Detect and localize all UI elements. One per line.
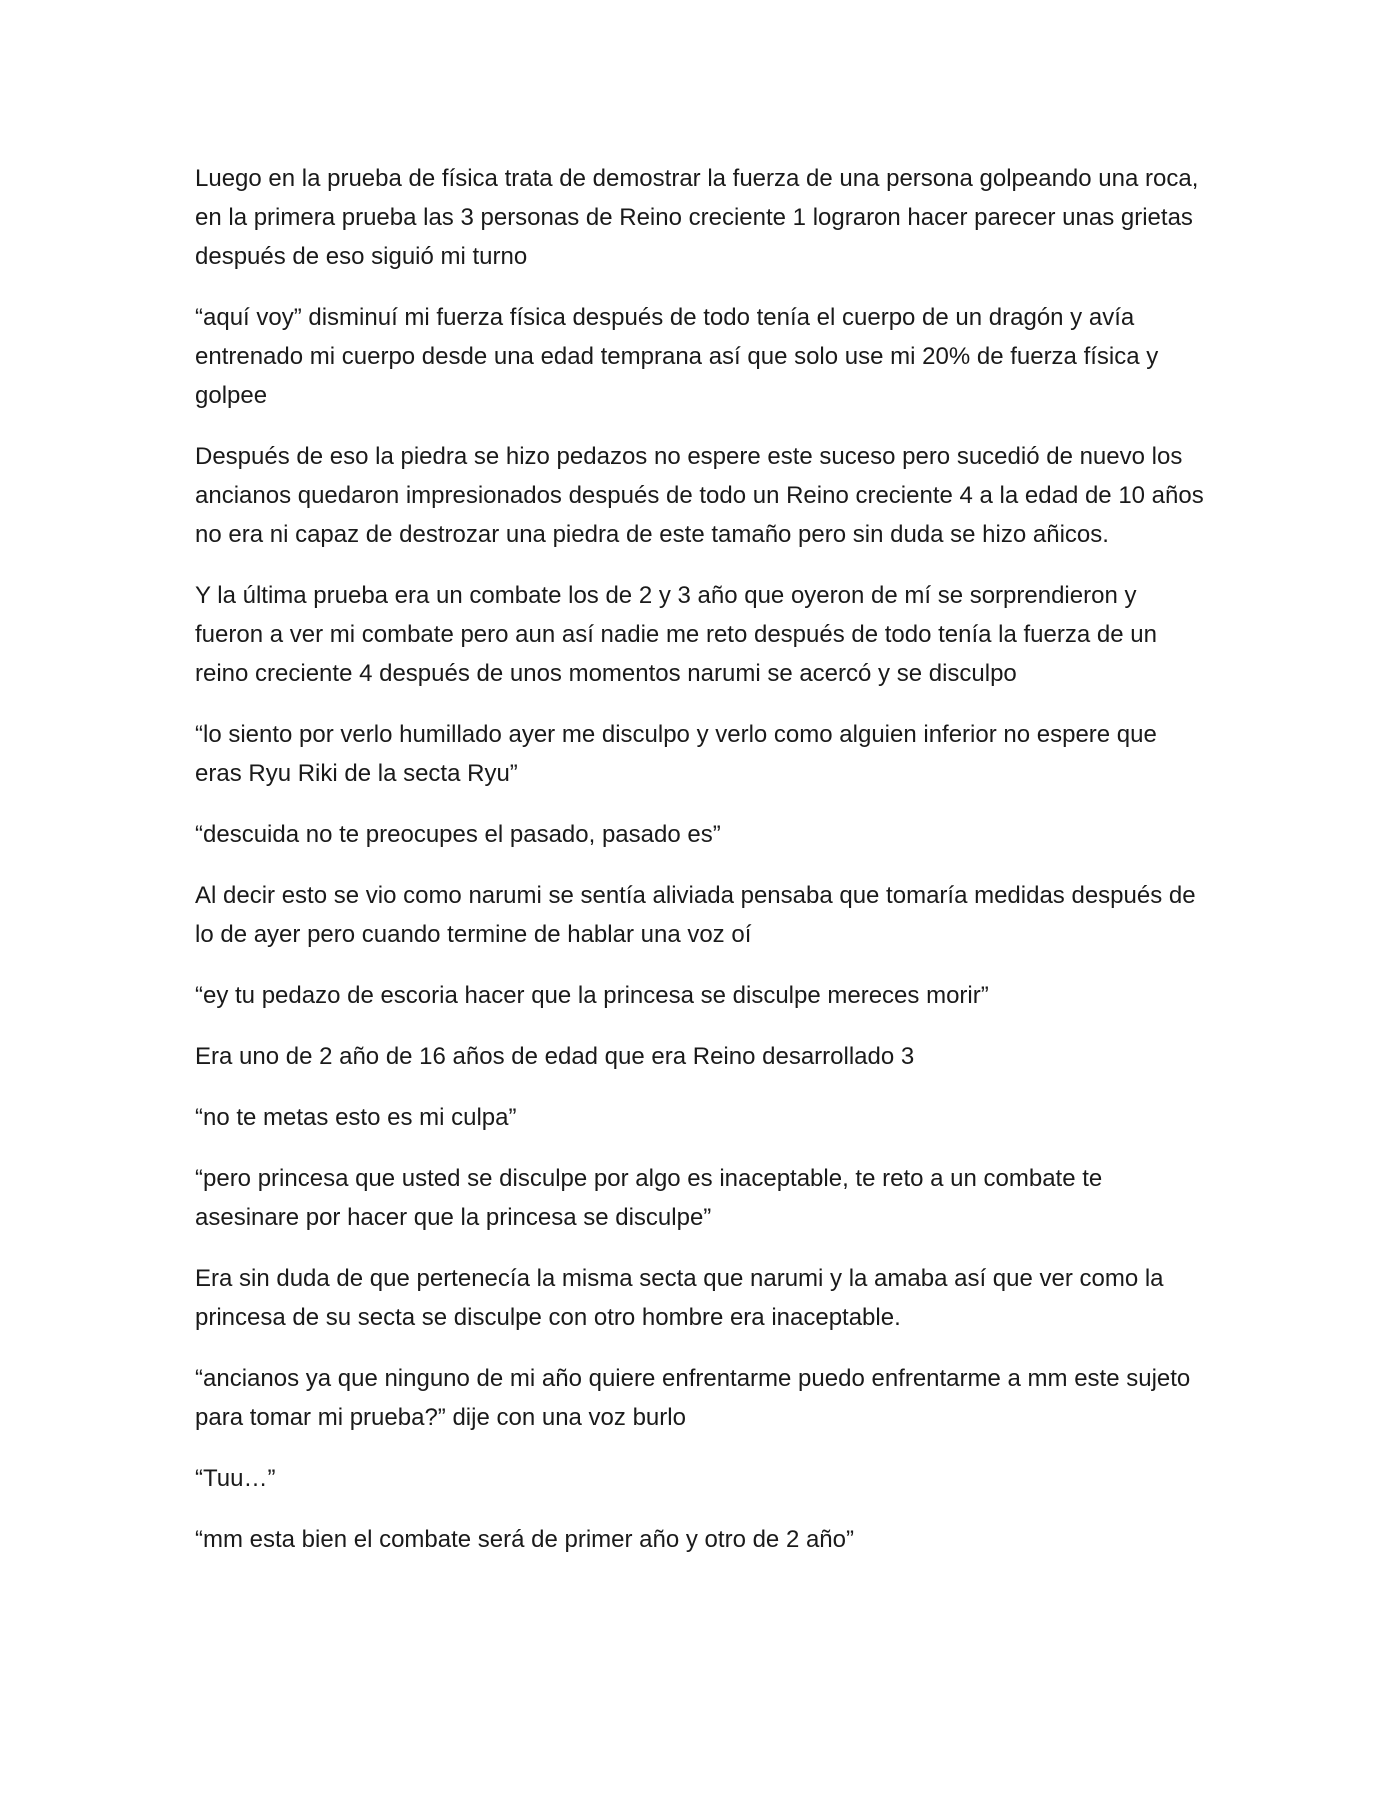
paragraph: “mm esta bien el combate será de primer año y otro de 2 año” — [195, 1526, 854, 1553]
paragraph: “lo siento por verlo humillado ayer me disculpo y verlo como alguien inferior no espere que eras Ryu Riki de la secta Ryu” — [195, 721, 1157, 787]
paragraph: “ey tu pedazo de escoria hacer que la princesa se disculpe mereces morir” — [195, 982, 989, 1009]
paragraph: “pero princesa que usted se disculpe por algo es inaceptable, te reto a un combate te asesinare por hacer que la princesa se disculpe” — [195, 1165, 1103, 1231]
document-body — [195, 159, 1210, 1581]
paragraph: “ancianos ya que ninguno de mi año quiere enfrentarme puedo enfrentarme a mm este sujeto para tomar mi prueba?” dije con una voz burlo — [195, 1365, 1191, 1431]
paragraph: “descuida no te preocupes el pasado, pasado es” — [195, 821, 721, 848]
paragraph: Y la última prueba era un combate los de 2 y 3 año que oyeron de mí se sorprendieron y fueron a ver mi combate pero aun así nadie me reto después de todo tenía la fuerza de un reino creciente 4 después de unos momentos narumi se acercó y se disculpo — [195, 582, 1157, 687]
paragraph: Luego en la prueba de física trata de demostrar la fuerza de una persona golpeando una roca, en la primera prueba las 3 personas de Reino creciente 1 lograron hacer parecer unas grietas después de eso siguió mi turno — [195, 165, 1199, 270]
paragraph: Era sin duda de que pertenecía la misma secta que narumi y la amaba así que ver como la princesa de su secta se disculpe con otro hombre era inaceptable. — [195, 1265, 1164, 1331]
paragraph: Al decir esto se vio como narumi se sentía aliviada pensaba que tomaría medidas después de lo de ayer pero cuando termine de hablar una voz oí — [195, 882, 1196, 948]
paragraph: “Tuu…” — [195, 1465, 276, 1492]
paragraph: Después de eso la piedra se hizo pedazos no espere este suceso pero sucedió de nuevo los ancianos quedaron impresionados después de todo un Reino creciente 4 a la edad de 10 años no era ni capaz de destrozar una piedra de este tamaño pero sin duda se hizo añicos. — [195, 443, 1204, 548]
paragraph: Era uno de 2 año de 16 años de edad que era Reino desarrollado 3 — [195, 1043, 915, 1070]
paragraph: “aquí voy” disminuí mi fuerza física después de todo tenía el cuerpo de un dragón y avía entrenado mi cuerpo desde una edad temprana así que solo use mi 20% de fuerza física y golpee — [195, 304, 1159, 409]
paragraph: “no te metas esto es mi culpa” — [195, 1104, 517, 1131]
